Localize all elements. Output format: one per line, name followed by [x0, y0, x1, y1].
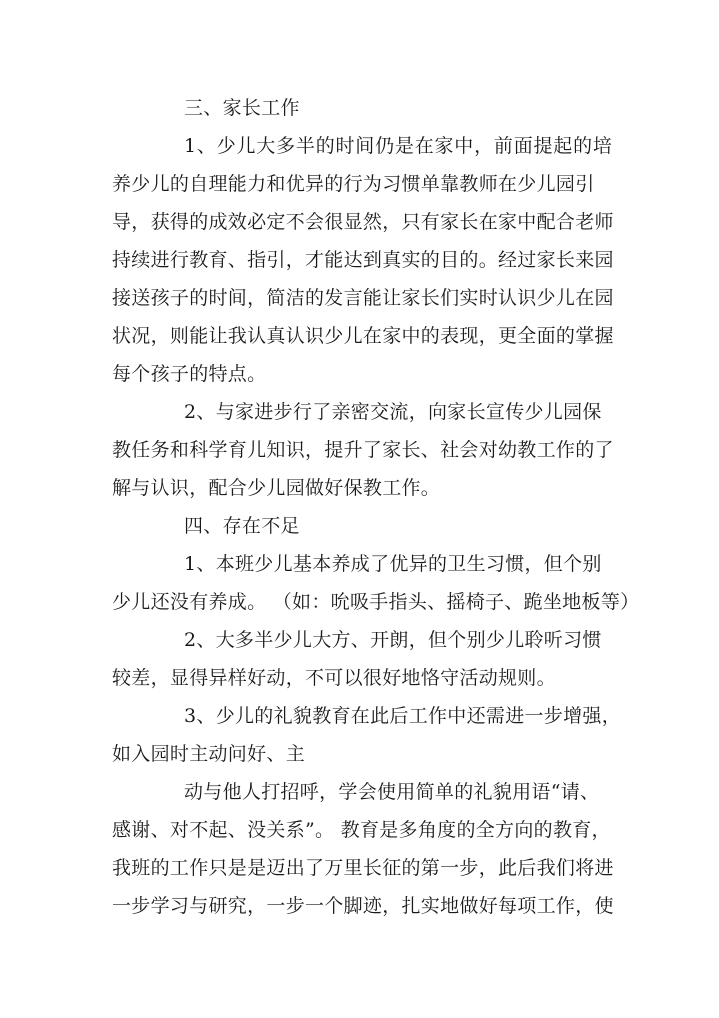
paragraph-line: 导，获得的成效必定不会很显然，只有家长在家中配合老师 — [112, 211, 614, 233]
paragraph-line: 解与认识，配合少儿园做好保教工作。 — [112, 477, 441, 499]
paragraph-line: 动与他人打招呼，学会使用简单的礼貌用语“请、 — [184, 781, 600, 803]
section-heading-3: 三、家长工作 — [184, 97, 300, 119]
paragraph-line: 我班的工作只是是迈出了万里长征的第一步，此后我们将进 — [112, 857, 614, 879]
paragraph-line: 养少儿的自理能力和优异的行为习惯单靠教师在少儿园引 — [112, 173, 595, 195]
paragraph-line: 1、本班少儿基本养成了优异的卫生习惯，但个别 — [184, 553, 602, 575]
paragraph-line: 持续进行教育、指引，才能达到真实的目的。经过家长来园 — [112, 249, 614, 271]
paragraph-line: 3、少儿的礼貌教育在此后工作中还需进一步增强， — [184, 705, 621, 727]
paragraph-line: 2、大多半少儿大方、开朗，但个别少儿聆听习惯 — [184, 629, 602, 651]
section-heading-4: 四、存在不足 — [184, 515, 300, 537]
paragraph-line: 每个孩子的特点。 — [112, 363, 267, 385]
paragraph-line: 较差，显得异样好动，不可以很好地恪守活动规则。 — [112, 667, 556, 689]
paragraph-line: 教任务和科学育儿知识，提升了家长、社会对幼教工作的了 — [112, 439, 614, 461]
paragraph-line: 1、少儿大多半的时间仍是在家中，前面提起的培 — [184, 135, 613, 157]
paragraph-line: 一步学习与研究，一步一个脚迹，扎实地做好每项工作，使 — [112, 895, 614, 917]
paragraph-line: 感谢、对不起、没关系”。 教育是多角度的全方向的教育， — [112, 819, 611, 841]
paragraph-line: 如入园时主动问好、主 — [112, 743, 306, 765]
paragraph-line: 接送孩子的时间，简洁的发言能让家长们实时认识少儿在园 — [112, 287, 614, 309]
paragraph-line: 2、与家进步行了亲密交流，向家长宣传少儿园保 — [184, 401, 602, 423]
paragraph-line: 状况，则能让我认真认识少儿在家中的表现，更全面的掌握 — [112, 325, 614, 347]
paragraph-line: 少儿还没有养成。 （如：吮吸手指头、摇椅子、跪坐地板等） — [112, 591, 640, 613]
